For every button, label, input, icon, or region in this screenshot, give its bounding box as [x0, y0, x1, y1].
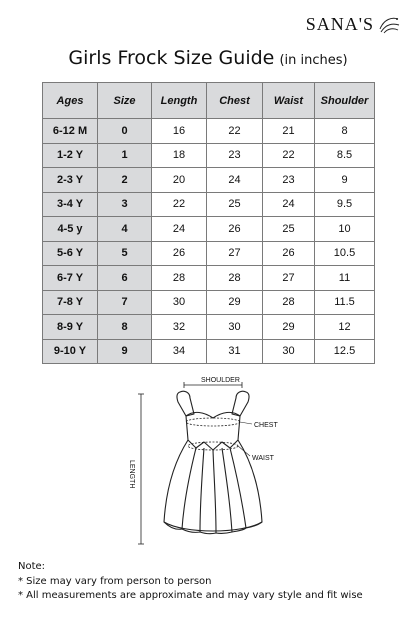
table-row [43, 315, 375, 340]
cell-size: 7 [98, 290, 152, 315]
table-row [43, 168, 375, 193]
header-chest: Chest [207, 83, 263, 119]
header-length: Length [152, 83, 207, 119]
cell-length: 22 [152, 192, 207, 217]
brand-name: SANA'S [305, 14, 374, 34]
length-measure-line [138, 394, 144, 544]
cell-age: 6-7 Y [43, 266, 98, 291]
chest-measure-line [186, 418, 252, 426]
cell-chest: 28 [207, 266, 263, 291]
cell-length: 16 [152, 119, 207, 144]
cell-length: 28 [152, 266, 207, 291]
waist-label: WAIST [252, 455, 274, 462]
cell-length: 18 [152, 143, 207, 168]
title-main: Girls Frock Size Guide [68, 47, 275, 69]
cell-waist: 22 [263, 143, 315, 168]
chest-label: CHEST [254, 422, 278, 429]
cell-shoulder: 9 [315, 168, 375, 193]
table-row [43, 241, 375, 266]
header-ages: Ages [43, 83, 98, 119]
length-label: LENGTH [128, 460, 135, 489]
cell-chest: 25 [207, 192, 263, 217]
brand-logo [306, 14, 400, 35]
cell-size: 1 [98, 143, 152, 168]
cell-size: 3 [98, 192, 152, 217]
cell-length: 20 [152, 168, 207, 193]
cell-waist: 23 [263, 168, 315, 193]
table-row [43, 217, 375, 242]
table-row [43, 339, 375, 364]
cell-length: 24 [152, 217, 207, 242]
notes-heading: Note: [18, 561, 46, 572]
cell-shoulder: 11.5 [315, 290, 375, 315]
header-size: Size [98, 83, 152, 119]
cell-chest: 26 [207, 217, 263, 242]
cell-length: 34 [152, 339, 207, 364]
cell-chest: 31 [207, 339, 263, 364]
cell-shoulder: 11 [315, 266, 375, 291]
cell-length: 30 [152, 290, 207, 315]
cell-waist: 21 [263, 119, 315, 144]
cell-size: 4 [98, 217, 152, 242]
cell-size: 5 [98, 241, 152, 266]
cell-waist: 27 [263, 266, 315, 291]
cell-size: 9 [98, 339, 152, 364]
cell-chest: 30 [207, 315, 263, 340]
cell-size: 2 [98, 168, 152, 193]
cell-chest: 22 [207, 119, 263, 144]
note-item: * Size may vary from person to person [18, 575, 212, 587]
cell-shoulder: 9.5 [315, 192, 375, 217]
size-table [42, 82, 375, 364]
cell-waist: 29 [263, 315, 315, 340]
cell-shoulder: 12 [315, 315, 375, 340]
table-row [43, 119, 375, 144]
notes-section [18, 560, 363, 604]
table-row [43, 290, 375, 315]
brand-swirl-icon [378, 15, 400, 35]
page-title [0, 47, 416, 69]
cell-shoulder: 8.5 [315, 143, 375, 168]
cell-age: 5-6 Y [43, 241, 98, 266]
cell-waist: 26 [263, 241, 315, 266]
table-row [43, 143, 375, 168]
cell-age: 7-8 Y [43, 290, 98, 315]
cell-length: 32 [152, 315, 207, 340]
cell-length: 26 [152, 241, 207, 266]
cell-shoulder: 8 [315, 119, 375, 144]
cell-size: 6 [98, 266, 152, 291]
cell-age: 2-3 Y [43, 168, 98, 193]
cell-chest: 27 [207, 241, 263, 266]
dress-icon [164, 391, 262, 533]
header-waist: Waist [263, 83, 315, 119]
cell-shoulder: 10.5 [315, 241, 375, 266]
cell-shoulder: 12.5 [315, 339, 375, 364]
table-header-row [43, 83, 375, 119]
cell-chest: 29 [207, 290, 263, 315]
cell-chest: 24 [207, 168, 263, 193]
note-item: * All measurements are approximate and may vary style and fit wise [18, 590, 363, 601]
cell-age: 6-12 M [43, 119, 98, 144]
cell-age: 8-9 Y [43, 315, 98, 340]
cell-waist: 30 [263, 339, 315, 364]
cell-shoulder: 10 [315, 217, 375, 242]
header-shoulder: Shoulder [315, 83, 375, 119]
table-row [43, 266, 375, 291]
cell-waist: 24 [263, 192, 315, 217]
cell-chest: 23 [207, 143, 263, 168]
title-unit: (in inches) [279, 53, 348, 68]
cell-age: 3-4 Y [43, 192, 98, 217]
cell-waist: 25 [263, 217, 315, 242]
cell-waist: 28 [263, 290, 315, 315]
cell-size: 8 [98, 315, 152, 340]
cell-age: 4-5 y [43, 217, 98, 242]
cell-age: 9-10 Y [43, 339, 98, 364]
cell-size: 0 [98, 119, 152, 144]
measurement-diagram [124, 372, 294, 547]
table-row [43, 192, 375, 217]
cell-age: 1-2 Y [43, 143, 98, 168]
shoulder-label: SHOULDER [201, 377, 240, 384]
